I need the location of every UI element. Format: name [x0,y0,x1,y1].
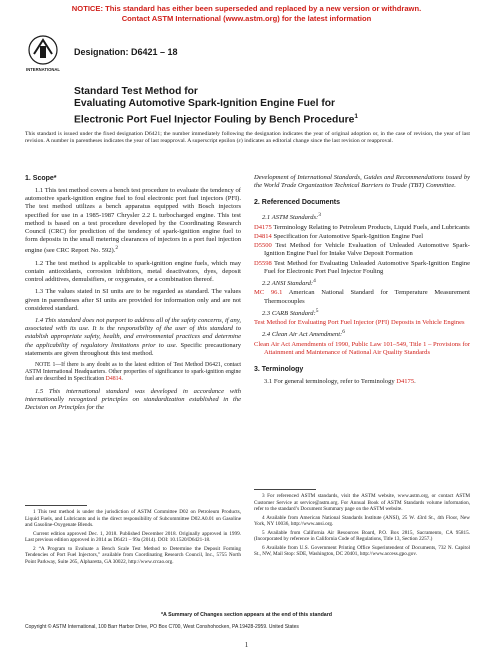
para-1-5: 1.5 This international standard was developed in accordance with internationally recognized principles on standardization established in the Decision on Principles for the [25,387,241,412]
standard-notice: This standard is issued under the fixed designation D6421; the number immediately following the designation indicates the year of original adoption or, in the case of revision, the year of last revision. A number in parentheses indicates the year of last reapproval. A superscript epsilon (ε) indicates an editorial change since the last revision or reapproval. [25,131,470,145]
document-title [74,86,474,126]
link-d5500[interactable]: D5500 [254,242,272,250]
terminology-heading: 3. Terminology [254,366,304,374]
link-d4814[interactable]: D4814 [105,376,122,383]
designation: Designation: D6421 – 18 [74,47,178,57]
logo-subtext: INTERNATIONAL [26,67,60,72]
ref-d4814: D4814 Specification for Automotive Spark-Ignition Engine Fuel [254,232,424,240]
ref-d5500: D5500 Test Method for Vehicle Evaluation of Unleaded Automotive Spark-Ignition Engine Fuel for Intake Valve Deposit Formation [254,242,470,258]
link-mc96[interactable]: MC 96.1 [254,289,283,297]
footnote-rule-right [254,489,316,490]
para-1-2: 1.2 The test method is applicable to spark-ignition engine fuels, which may contain antioxidants, corrosion inhibitors, metal deactivators, dyes, deposit control additives, demulsifiers, or oxygenates, or a combination thereof. [25,259,241,284]
notice-line-2: Contact ASTM International (www.astm.org) for the latest information [121,13,372,23]
ref-mc96: MC 96.1 American National Standard for Temperature Measurement Thermocouples [254,289,470,305]
link-d4175[interactable]: D4175 [254,223,272,231]
title-footnote-mark: 1 [354,112,358,120]
copyright-line: Copyright © ASTM International, 100 Barr Harbor Drive, PO Box C700, West Conshohocken, PA 19428-2959. United States [25,624,299,630]
para-1-4: 1.4 This standard does not purport to address all of the safety concerns, if any, associated with its use. It is the responsibility of the user of this standard to establish appropriate safety, health, and environmental practices and determine the applicability of regulatory limitations prior to use. Specific precautionary statements are given throughout this test method. [25,317,241,357]
astm-standards-label: 2.1 ASTM Standards:$^3$ [262,212,321,222]
notice-line-1: NOTICE: This standard has either been superseded and replaced by a new version or withdrawn. [71,4,422,13]
footnote-4: 4 Available from American National Standards Institute (ANSI), 25 W. 43rd St., 4th Floor, New York, NY 10036, http://www.ansi.org. [254,514,470,527]
withdrawal-notice [0,4,493,23]
summary-of-changes-note: *A Summary of Changes section appears at the end of this standard [160,612,333,618]
title-line-3: Electronic Port Fuel Injector Fouling by Bench Procedure [74,114,355,126]
footnote-1-edition: Current edition approved Dec. 1, 2018. Published December 2018. Originally approved in 1999. Last previous edition approved in 2014 as D6421 – 99a (2014). DOI: 10.1520/D6421-18. [25,530,241,543]
link-d5598[interactable]: D5598 [254,259,272,267]
right-column [254,174,470,390]
link-d4175-terminology[interactable]: D4175 [396,378,415,386]
ansi-standard-label: 2.2 ANSI Standard:$^4$ [262,278,316,288]
title-line-1: Standard Test Method for [74,86,198,97]
astm-logo-icon [22,34,64,74]
footnote-1: 1 This test method is under the jurisdiction of ASTM Committee D02 on Petroleum Products, Liquid Fuels, and Lubricants and is the direct responsibility of Subcommittee D02.A0.01 on Gasoline and Gasoline-Oxygenate Blends. [25,509,241,528]
ref-carb[interactable]: Test Method for Evaluating Port Fuel Injector (PFI) Deposits in Vehicle Engines [254,319,465,327]
footnote-6: 6 Available from U.S. Government Printing Office Superintendent of Documents, 732 N. Capitol St., NW, Mail Stop: SDE, Washington, DC 20401, http://www.access.gpo.gov. [254,544,470,557]
ref-d5598: D5598 Test Method for Evaluating Unleaded Automotive Spark-Ignition Engine Fuel for Electronic Port Fuel Injector Fouling [254,259,470,275]
footnotes-left [25,509,241,567]
ref-d4175: D4175 Terminology Relating to Petroleum Products, Liquid Fuels, and Lubricants [254,223,470,231]
footnote-2: 2 “A Program to Evaluate a Bench Scale Test Method to Determine the Deposit Forming Tendencies of Port Fuel Injectors,” available from Coordinating Research Council, Inc., 5755 North Point Parkway, Suite 265, Alpharetta, GA 30022, http://www.crcao.org. [25,545,241,565]
link-d4814-ref[interactable]: D4814 [254,232,272,240]
note-1: NOTE 1—If there is any doubt as to the latest edition of Test Method D6421, contact ASTM International Headquarters. Other properties of significance to spark-ignition engine fuel are described in Specification D4814. [25,362,241,383]
scope-heading: 1. Scope* [25,175,57,182]
title-line-2: Evaluating Automotive Spark-Ignition Engine Fuel for [74,98,336,110]
ref-caa[interactable]: Clean Air Act Amendments of 1990, Public Law 101–549, Title 1 – Provisions for Attainment and Maintenance of National Air Quality Standards [254,340,470,356]
para-1-1: 1.1 This test method covers a bench test procedure to evaluate the tendency of automotive spark-ignition engine fuel to foul electronic port fuel injectors (PFI). The test method utilizes a bench apparatus equipped with Bosch injectors specified for use in a 1985-1987 Chrysler 2.2 L turbocharged engine. This test method is based on a test procedure developed by the Coordinating Research Council (CRC) for prediction of the tendency of spark-ignition engine fuel to form deposits in the small metering clearances of injectors in a port fuel injection engine (see CRC Report No. 592).$^2$ [25,187,241,255]
para-1-5-continued: Development of International Standards, Guides and Recommendations issued by the World Trade Organization Technical Barriers to Trade (TBT) Committee. [254,174,470,190]
carb-standard-label: 2.3 CARB Standard:$^5$ [262,307,319,317]
caa-label: 2.4 Clean Air Act Amendment:$^6$ [262,329,345,339]
para-1-3: 1.3 The values stated in SI units are to be regarded as standard. The values given in parentheses after SI units are provided for information only and are not considered standard. [25,288,241,312]
para-3-1: 3.1 For general terminology, refer to Terminology D4175. [264,378,416,386]
footnote-rule-left [25,505,87,506]
footnote-3: 3 For referenced ASTM standards, visit the ASTM website, www.astm.org, or contact ASTM Customer Service at service@astm.org. For Annual Book of ASTM Standards volume information, refer to the standard’s Document Summary page on the ASTM website. [254,493,470,512]
left-column [25,174,241,416]
references-heading: 2. Referenced Documents [254,199,340,207]
footnote-5: 5 Available from California Air Resources Board, P.O. Box 2815, Sacramento, CA 95815. (Incorporated by reference in California Code of Regulations, Title 13, Section 2257.) [254,529,470,542]
page-number: 1 [244,641,249,649]
footnotes-right [254,493,470,560]
